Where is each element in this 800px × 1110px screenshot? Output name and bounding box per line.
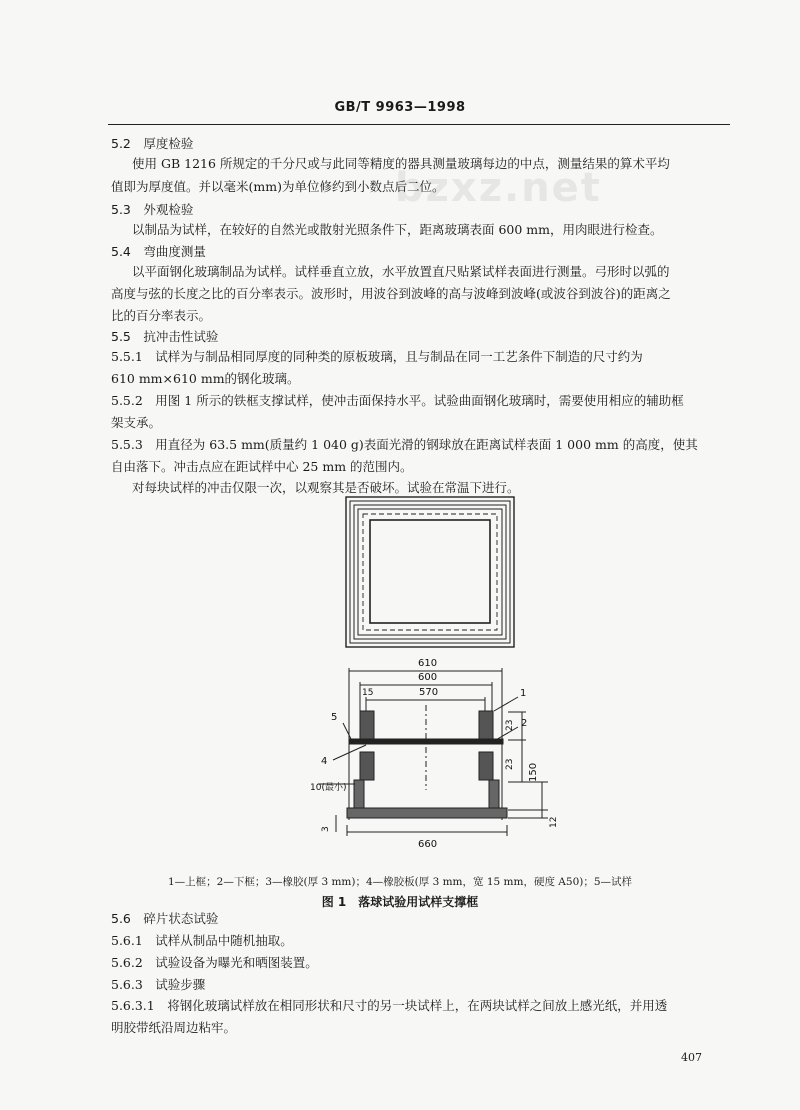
dimension-label: 600 (418, 672, 438, 683)
paragraph-line: 5.6.3 试验步骤 (111, 977, 206, 992)
paragraph-line: 比的百分率表示。 (111, 308, 212, 323)
header-rule (108, 124, 730, 125)
dimension-label: 10(最小) (310, 783, 347, 793)
paragraph-line: 610 mm×610 mm的钢化玻璃。 (111, 371, 300, 386)
callout-number: 5 (331, 712, 338, 723)
paragraph-line: 5.5.1 试样为与制品相同厚度的同种类的原板玻璃，且与制品在同一工艺条件下制造的尺寸约为 (111, 349, 643, 364)
dimension-label: 150 (528, 762, 539, 782)
paragraph-line: 对每块试样的冲击仅限一次，以观察其是否破坏。试验在常温下进行。 (132, 480, 520, 495)
section-heading: 5.2 厚度检验 (111, 136, 194, 151)
support-frame-figure (300, 488, 560, 868)
dimension-label: 610 (418, 658, 438, 669)
paragraph-line: 以平面钢化玻璃制品为试样。试样垂直立放，水平放置直尺贴紧试样表面进行测量。弓形时以弧的 (132, 264, 670, 279)
figure-caption: 图 1 落球试验用试样支撑框 (321, 895, 479, 909)
page-header: GB/T 9963—1998 (334, 100, 466, 115)
dimension-label: 12 (549, 816, 559, 828)
dimension-label: 15 (362, 688, 374, 698)
paragraph-line: 自由落下。冲击点应在距试样中心 25 mm 的范围内。 (111, 459, 413, 474)
dimension-label: 23 (505, 758, 515, 770)
callout-number: 1 (520, 688, 527, 699)
page-number: 407 (681, 1051, 702, 1064)
paragraph-line: 值即为厚度值。并以毫米(mm)为单位修约到小数点后二位。 (111, 179, 445, 194)
section-heading: 5.5 抗冲击性试验 (111, 329, 219, 344)
paragraph-line: 5.6.2 试验设备为曝光和晒图装置。 (111, 955, 318, 970)
paragraph-line: 5.5.3 用直径为 63.5 mm(质量约 1 040 g)表面光滑的钢球放在距离试样表面 1 000 mm 的高度，使其 (111, 437, 698, 452)
paragraph-line: 5.6.3.1 将钢化玻璃试样放在相同形状和尺寸的另一块试样上，在两块试样之间放上感光纸，并用透 (111, 998, 668, 1013)
section-heading: 5.4 弯曲度测量 (111, 244, 206, 259)
figure-legend: 1—上框；2—下框；3—橡胶(厚 3 mm)；4—橡胶板(厚 3 mm，宽 15 mm，硬度 A50)；5—试样 (167, 876, 633, 888)
frame-plan-view (346, 497, 514, 647)
paragraph-line: 5.5.2 用图 1 所示的铁框支撑试样，使冲击面保持水平。试验曲面钢化玻璃时，需要使用相应的辅助框 (111, 393, 684, 408)
paragraph-line: 架支承。 (111, 415, 162, 430)
dimension-label: 3 (321, 826, 331, 832)
callout-number: 2 (521, 718, 528, 729)
dimension-label: 23 (505, 719, 515, 731)
callout-number: 4 (321, 756, 328, 767)
dimension-label: 660 (418, 839, 438, 850)
paragraph-line: 明胶带纸沿周边粘牢。 (111, 1020, 237, 1035)
paragraph-line: 高度与弦的长度之比的百分率表示。波形时，用波谷到波峰的高与波峰到波峰(或波谷到波谷)的距离之 (111, 286, 671, 301)
section-heading: 5.3 外观检验 (111, 202, 194, 217)
paragraph-line: 使用 GB 1216 所规定的千分尺或与此同等精度的器具测量玻璃每边的中点，测量结果的算术平均 (132, 156, 670, 171)
paragraph-line: 5.6.1 试样从制品中随机抽取。 (111, 933, 293, 948)
dimension-label: 570 (419, 687, 439, 698)
section-heading: 5.6 碎片状态试验 (111, 911, 219, 926)
paragraph-line: 以制品为试样，在较好的自然光或散射光照条件下，距离玻璃表面 600 mm，用肉眼进行检查。 (132, 222, 663, 237)
watermark: bzxz.net (395, 165, 602, 211)
